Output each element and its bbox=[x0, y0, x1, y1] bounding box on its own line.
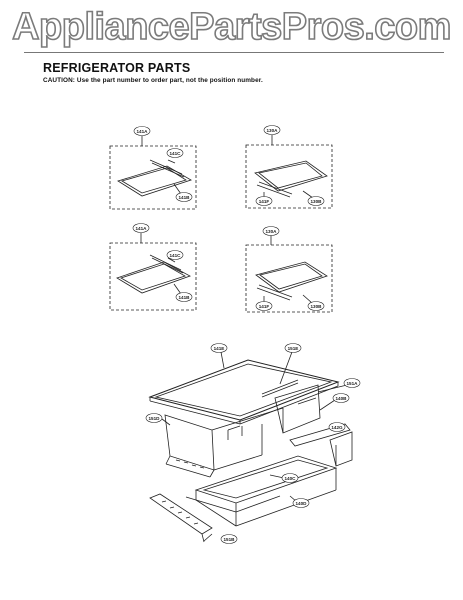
callout-141C: 141C bbox=[169, 150, 181, 156]
callout-140B: 140B bbox=[335, 395, 347, 401]
callout-141A-2: 141A bbox=[135, 225, 147, 231]
caution-note: CAUTION: Use the part number to order part, not the position number. bbox=[43, 77, 263, 84]
callout-141A: 141A bbox=[136, 128, 148, 134]
callout-141F: 141F bbox=[258, 198, 270, 204]
callout-141F-2: 141F bbox=[258, 303, 270, 309]
shelf-group-4 bbox=[246, 235, 332, 312]
page-title: REFRIGERATOR PARTS bbox=[43, 61, 191, 75]
callout-140C: 140C bbox=[284, 475, 296, 481]
callout-151A: 151A bbox=[346, 380, 358, 386]
crisper-assembly bbox=[150, 352, 352, 542]
watermark-logo: AppliancePartsPros.com bbox=[12, 6, 451, 48]
callout-141E: 141E bbox=[213, 345, 225, 351]
callout-130A: 130A bbox=[266, 127, 278, 133]
callout-142G: 142G bbox=[331, 424, 343, 430]
callout-130B: 130B bbox=[310, 198, 322, 204]
callout-141C-2: 141C bbox=[169, 252, 181, 258]
callout-130A-2: 130A bbox=[265, 228, 277, 234]
callout-141B-2: 141B bbox=[178, 294, 190, 300]
callout-151B: 151B bbox=[223, 536, 235, 542]
callout-141B: 141B bbox=[178, 194, 190, 200]
callout-130B-2: 130B bbox=[310, 303, 322, 309]
callout-140D: 140D bbox=[295, 500, 307, 506]
callout-151D: 151D bbox=[148, 415, 160, 421]
callout-151E: 151E bbox=[287, 345, 299, 351]
